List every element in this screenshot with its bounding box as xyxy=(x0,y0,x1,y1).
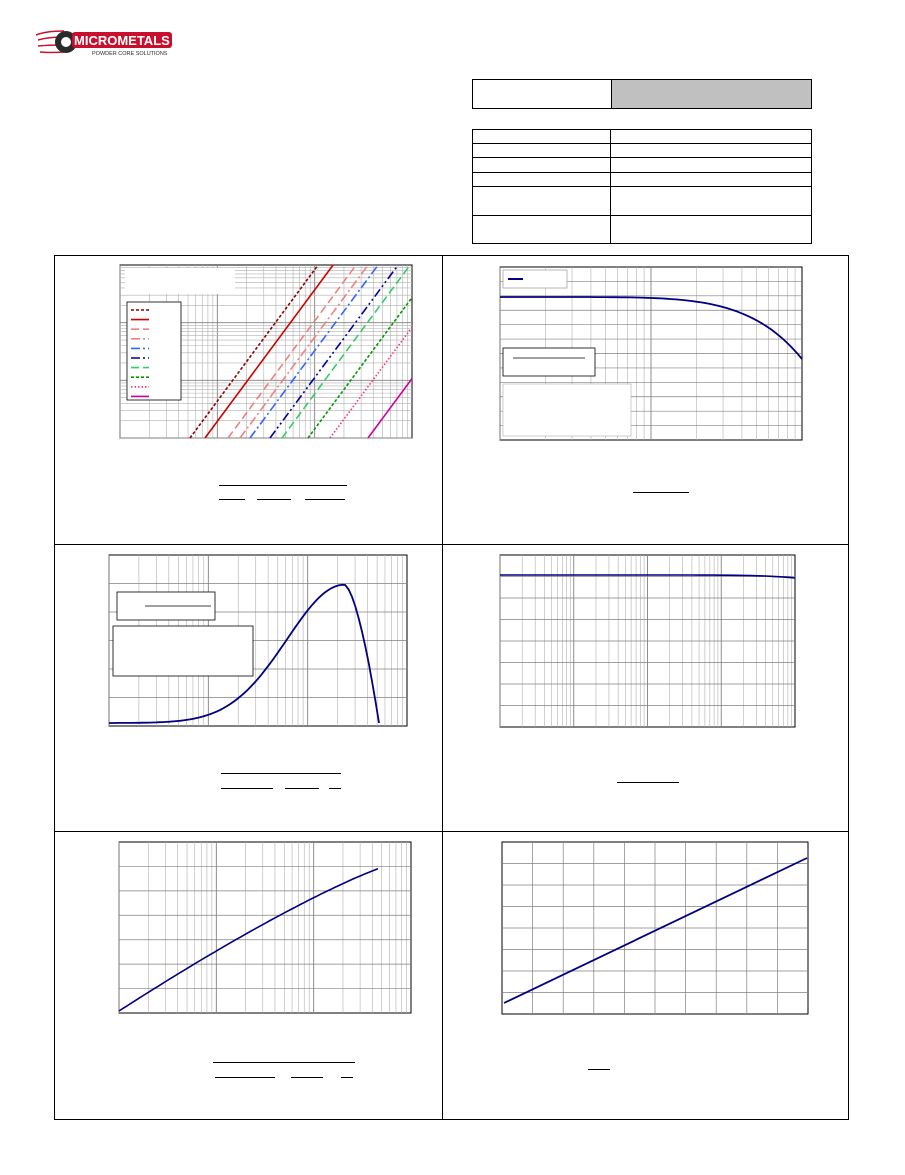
ac-flux-formula xyxy=(221,773,345,793)
spec-row xyxy=(473,216,811,243)
logo-tagline: POWDER CORE SOLUTIONS xyxy=(92,51,168,57)
grid-divider-horizontal xyxy=(55,544,848,545)
part-header-value-cell xyxy=(612,80,811,108)
plot-frame xyxy=(119,842,411,1013)
magnetization-formula xyxy=(213,1062,357,1082)
spec-row xyxy=(473,130,811,144)
temperature-formula xyxy=(588,1069,612,1073)
temperature-stability-chart xyxy=(500,841,810,1015)
part-header-label-cell xyxy=(473,80,612,108)
core-loss-formula xyxy=(215,484,355,504)
graph-grid xyxy=(54,255,849,1120)
micrometals-logo xyxy=(36,25,176,61)
permeability-vs-ac-flux-chart xyxy=(107,554,409,728)
permeability-vs-dc-bias-chart xyxy=(497,266,803,442)
permeability-formula xyxy=(633,492,693,496)
spec-row xyxy=(473,144,811,158)
annotation-box xyxy=(503,348,595,376)
logo-wordmark: MICROMETALS xyxy=(74,33,170,48)
spec-row xyxy=(473,187,811,216)
chart-legend xyxy=(127,302,181,400)
spec-row xyxy=(473,173,811,187)
frequency-formula xyxy=(617,782,681,786)
part-header-table xyxy=(472,79,812,109)
annotation-box xyxy=(503,384,631,436)
magnetization-curve-chart xyxy=(117,841,413,1014)
grid-divider-vertical xyxy=(442,256,443,1119)
core-loss-chart xyxy=(117,264,413,440)
spec-row xyxy=(473,158,811,173)
grid-divider-horizontal xyxy=(55,831,848,832)
annotation-box xyxy=(113,626,253,676)
permeability-vs-frequency-chart xyxy=(498,554,798,728)
spec-table xyxy=(472,129,812,244)
legend-title-box xyxy=(125,268,235,294)
